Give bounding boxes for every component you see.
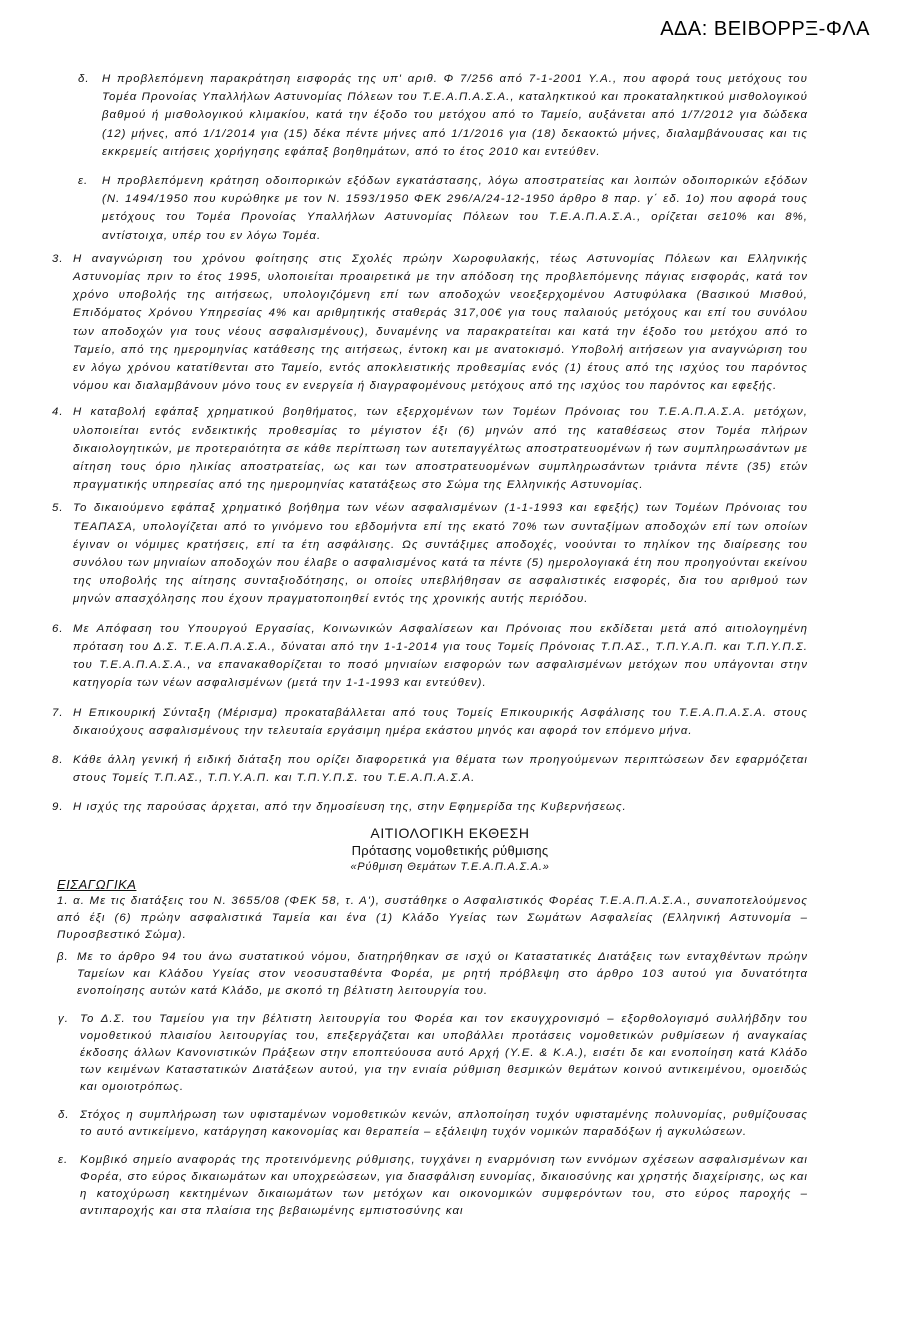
list-marker: 7.: [52, 706, 64, 719]
paragraph-5: [52, 499, 808, 608]
paragraph-text: Κομβικό σημείο αναφοράς της προτεινόμενης ρύθμισης, τυγχάνει η εναρμόνιση των εννόμων σχέσεων ασφαλισμένων και Φορέα, στο εύρος δικαιωμάτων και υποχρεώσεων, για διασφάλιση ευνομίας, δικαιοσύνης και χρηστής διαχείρισης, ως και η κατοχύρωση κεκτημένων δικαιωμάτων των μετόχων και οικονομικών συμφερόντων του, στο εύρος παροχής – αντιπαροχής και στα πλαίσια της βεβαιωμένης εμπιστοσύνης και: [80, 1153, 808, 1217]
paragraph-text: Η ισχύς της παρούσας άρχεται, από την δημοσίευση της, στην Εφημερίδα της Κυβερνήσεως.: [73, 801, 627, 814]
intro-paragraph-1a: [57, 893, 808, 944]
paragraph-text: Κάθε άλλη γενική ή ειδική διάταξη που ορίζει διαφορετικά για θέματα των προηγούμενων περιπτώσεων δεν εφαρμόζεται στους Τομείς Τ.Π.ΑΣ., Τ.Π.Υ.Α.Π. και Τ.Π.Υ.Π.Σ. του Τ.Ε.Α.Π.Α.Σ.Α.: [73, 753, 808, 785]
intro-paragraph-d: [58, 1107, 808, 1141]
paragraph-text: Το δικαιούμενο εφάπαξ χρηματικό βοήθημα των νέων ασφαλισμένων (1-1-1993 και εφεξής) των Τομέων Πρόνοιας του ΤΕΑΠΑΣΑ, υπολογίζεται από το γινόμενο του εβδομήντα επί της εκατό 70% των συνταξίμων αποδοχών επί των οποίων έγιναν οι νόμιμες κρατήσεις, επί τα έτη ασφάλισης. Ως συντάξιμες αποδοχές, νοούνται το πηλίκον της διαίρεσης του συνόλου των μηνιαίων αποδοχών που έλαβε ο ασφαλισμένος κατά τα πέντε (5) ημερολογιακά έτη που προηγούνται εκείνου της υποβολής της αίτησης συνταξιοδότησης, οι οποίες υπεβλήθησαν σε ασφαλιστικές εισφορές, δια του αριθμού των μηνών απασχόλησης που έχουν πραγματοποιηθεί εντός της χρονικής αυτής περιόδου.: [73, 502, 808, 606]
list-marker: 5.: [52, 502, 64, 515]
paragraph-text: Στόχος η συμπλήρωση των υφισταμένων νομοθετικών κενών, απλοποίηση τυχόν υφισταμένης πολυνομίας, ρυθμίζουσας το αυτό αντικείμενο, κατάργηση κακονομίας και θεραπεία – εξάλειψη τυχόν νομικών παραδόξων ή αγκυλώσεων.: [80, 1108, 808, 1138]
paragraph-text: Η προβλεπόμενη κράτηση οδοιπορικών εξόδων εγκατάστασης, λόγω αποστρατείας και λοιπών οδοιπορικών εξόδων (Ν. 1494/1950 που κυρώθηκε με τον Ν. 1593/1950 ΦΕΚ 296/Α/24-12-1950 άρθρο 8 παρ. γ΄ εδ. 1ο) που αφορά τους μετόχους του Τομέα Προνοίας Υπαλλήλων Αστυνομίας Πόλεων του Τ.Ε.Α.Π.Α.Σ.Α., ορίζεται σε10% και 8%, αντίστοιχα, υπέρ του εν λόγω Τομέα.: [102, 175, 808, 242]
report-subtitle: Πρότασης νομοθετικής ρύθμισης: [351, 842, 549, 858]
paragraph-text: Με τις διατάξεις του Ν. 3655/08 (ΦΕΚ 58, τ. Α'), συστάθηκε ο Ασφαλιστικός Φορέας Τ.Ε.Α.Π.Α.Σ.Α., συναποτελούμενος από έξι (6) πρώην ασφαλιστικά Ταμεία και ένα (1) Κλάδο Υγείας των Σωμάτων Ασφαλείας (Ελληνική Αστυνομία – Πυροσβεστικό Σώμα).: [57, 894, 809, 941]
paragraph-epsilon: [78, 172, 808, 245]
intro-paragraph-e: [58, 1152, 808, 1220]
list-marker: β.: [57, 950, 69, 963]
list-marker: 3.: [52, 252, 64, 265]
paragraph-8: [52, 751, 808, 787]
list-marker: δ.: [78, 73, 90, 85]
paragraph-3: [52, 250, 808, 396]
paragraph-delta: [78, 70, 808, 161]
report-title: ΑΙΤΙΟΛΟΓΙΚΗ ΕΚΘΕΣΗ: [370, 824, 530, 841]
list-marker: 1. α.: [57, 894, 85, 907]
paragraph-9: [52, 798, 808, 816]
paragraph-text: Η Επικουρική Σύνταξη (Μέρισμα) προκαταβάλλεται από τους Τομείς Επικουρικής Ασφάλισης του Τ.Ε.Α.Π.Α.Σ.Α. στους δικαιούχους ασφαλισμένους την τελευταία εργάσιμη ημέρα εκάστου μηνός και αφορά τον επόμενο μήνα.: [73, 706, 808, 737]
paragraph-text: Με το άρθρο 94 του άνω συστατικού νόμου, διατηρήθηκαν σε ισχύ οι Καταστατικές Διατάξεις των ενταχθέντων πρώην Ταμείων και Κλάδου Υγείας στον νεοσυσταθέντα Φορέα, με ρητή πρόβλεψη στο άρθρο 103 αυτού για δυνατότητα ενοποίησης αυτών κατά Κλάδο, με σκοπό τη βέλτιστη λειτουργία του.: [77, 950, 808, 997]
list-marker: δ.: [58, 1108, 70, 1121]
document-body: [0, 70, 900, 1220]
intro-paragraph-b: [57, 949, 808, 1000]
paragraph-6: [52, 620, 808, 693]
list-marker: 4.: [52, 406, 64, 419]
ada-code: ΑΔΑ: ΒΕΙΒΟΡΡΞ-ΦΛΑ: [660, 18, 870, 40]
paragraph-text: Το Δ.Σ. του Ταμείου για την βέλτιστη λειτουργία του Φορέα και τον εκσυγχρονισμό – εξορθολογισμό συλλήβδην του νομοθετικού πλαισίου λειτουργίας του, επεξεργάζεται και υποβάλλει προτάσεις νομοθετικών ρυθμίσεων ή αναγκαίας έκδοσης άλλων Κανονιστικών Πράξεων στην εποπτεύουσα αυτό Αρχή (Υ.Ε. & Κ.Α.), εισέτι δε και ενοποίηση κατά Κλάδο των κειμένων Καταστατικών Διατάξεων αυτού, για την ενιαία ρύθμιση θεσμικών θεμάτων κοινού αντικειμένου, ομοειδώς και ομοιοτρόπως.: [80, 1012, 808, 1093]
paragraph-text: Η αναγνώριση του χρόνου φοίτησης στις Σχολές πρώην Χωροφυλακής, τέως Αστυνομίας Πόλεων και Ελληνικής Αστυνομίας πριν το έτος 1995, υλοποιείται προαιρετικά με την απόδοση της προβλεπόμενης πάγιας εισφοράς, κατά τον χρόνο υποβολής της αιτήσεως, υπολογιζόμενη επί των αποδοχών νεοεξερχομένου Αστυφύλακα (Βασικού Μισθού, Επιδόματος Χρόνου Υπηρεσίας 4% και αριθμητικής σταθεράς 317,00€ για τους παλαιούς μετόχους και επί του συνόλου των αποδοχών για τους νέους ασφαλισμένους), δυναμένης να παρακρατείται και κατά την έξοδο του μετόχου από το Ταμείο, από της ημερομηνίας κατάθεσης της αιτήσεως, έντοκη και με ανατοκισμό. Υποβολή αιτήσεων για αναγνώριση του εν λόγω χρόνου κατατίθενται στο Ταμείο, εντός αποκλειστικής προθεσμίας ενός (1) έτους από της ισχύος του παρόντος νόμου και διαλαμβάνουν μόνο τους εν ενεργεία ή διαγραφομένους μετόχους από της ισχύος του παρόντος και εφεξής.: [73, 252, 808, 393]
list-marker: ε.: [78, 175, 89, 188]
report-subject: «Ρύθμιση Θεμάτων Τ.Ε.Α.Π.Α.Σ.Α.»: [350, 860, 550, 873]
paragraph-7: [52, 704, 808, 740]
paragraph-text: Η καταβολή εφάπαξ χρηματικού βοηθήματος, των εξερχομένων των Τομέων Πρόνοιας του Τ.Ε.Α.Π.Α.Σ.Α. μετόχων, υλοποιείται εντός ενδεικτικής προθεσμίας το μέγιστον έξι (6) μηνών από της καταθέσεως στον Τομέα πλήρων δικαιολογητικών, με προτεραιότητα σε κάθε περίπτωση των αυτεπαγγέλτως αποστρατευομένων ή των συμπληρωσάντων με αίτηση τους όριο ηλικίας αποστρατείας, ως και των αποστρατευομένων συμπληρωσάντων τριάντα πέντε (35) ετών πραγματικής υπηρεσίας από της ημερομηνίας κατατάξεως στο Σώμα της Ελληνικής Αστυνομίας.: [73, 406, 808, 492]
paragraph-4: [52, 403, 808, 494]
intro-paragraph-c: [58, 1011, 808, 1096]
list-marker: 6.: [52, 622, 64, 635]
paragraph-text: Με Απόφαση του Υπουργού Εργασίας, Κοινωνικών Ασφαλίσεων και Πρόνοιας που εκδίδεται μετά από αιτιολογημένη πρόταση του Δ.Σ. Τ.Ε.Α.Π.Α.Σ.Α., δύναται από την 1-1-2014 για τους Τομείς Πρόνοιας Τ.Π.ΑΣ., Τ.Π.Υ.Α.Π. και Τ.Π.Υ.Π.Σ. του Τ.Ε.Α.Π.Α.Σ.Α., να επανακαθορίζεται το ποσό μηνιαίων εισφορών των ασφαλισμένων μετόχων που υπάγονται στην κατηγορία των νέων ασφαλισμένων (μετά την 1-1-1993 και εντεύθεν).: [73, 622, 808, 690]
section-heading: ΕΙΣΑΓΩΓΙΚΑ: [57, 876, 137, 892]
list-marker: γ.: [58, 1012, 69, 1025]
list-marker: ε.: [58, 1153, 69, 1166]
list-marker: 9.: [52, 801, 64, 814]
paragraph-text: Η προβλεπόμενη παρακράτηση εισφοράς της υπ' αριθ. Φ 7/256 από 7-1-2001 Υ.Α., που αφορά τους μετόχους του Τομέα Προνοίας Υπαλλήλων Αστυνομίας Πόλεων του Τ.Ε.Α.Π.Α.Σ.Α., καταληκτικού και προκαταληκτικού μισθολογικού βαθμού ή μισθολογικού κλιμακίου, κατά την έξοδο του μετόχου από το Ταμείο, αυξάνεται από 1/7/2012 για δώδεκα (12) μήνες, από 1/1/2014 για (15) δέκα πέντε μήνες από 1/1/2016 για (18) δεκαοκτώ μήνες, διαλαμβάνουσας και τις εκκρεμείς αιτήσεις χορήγησης εφάπαξ βοηθημάτων, από το έτος 2010 και εντεύθεν.: [102, 73, 808, 158]
list-marker: 8.: [52, 753, 64, 766]
